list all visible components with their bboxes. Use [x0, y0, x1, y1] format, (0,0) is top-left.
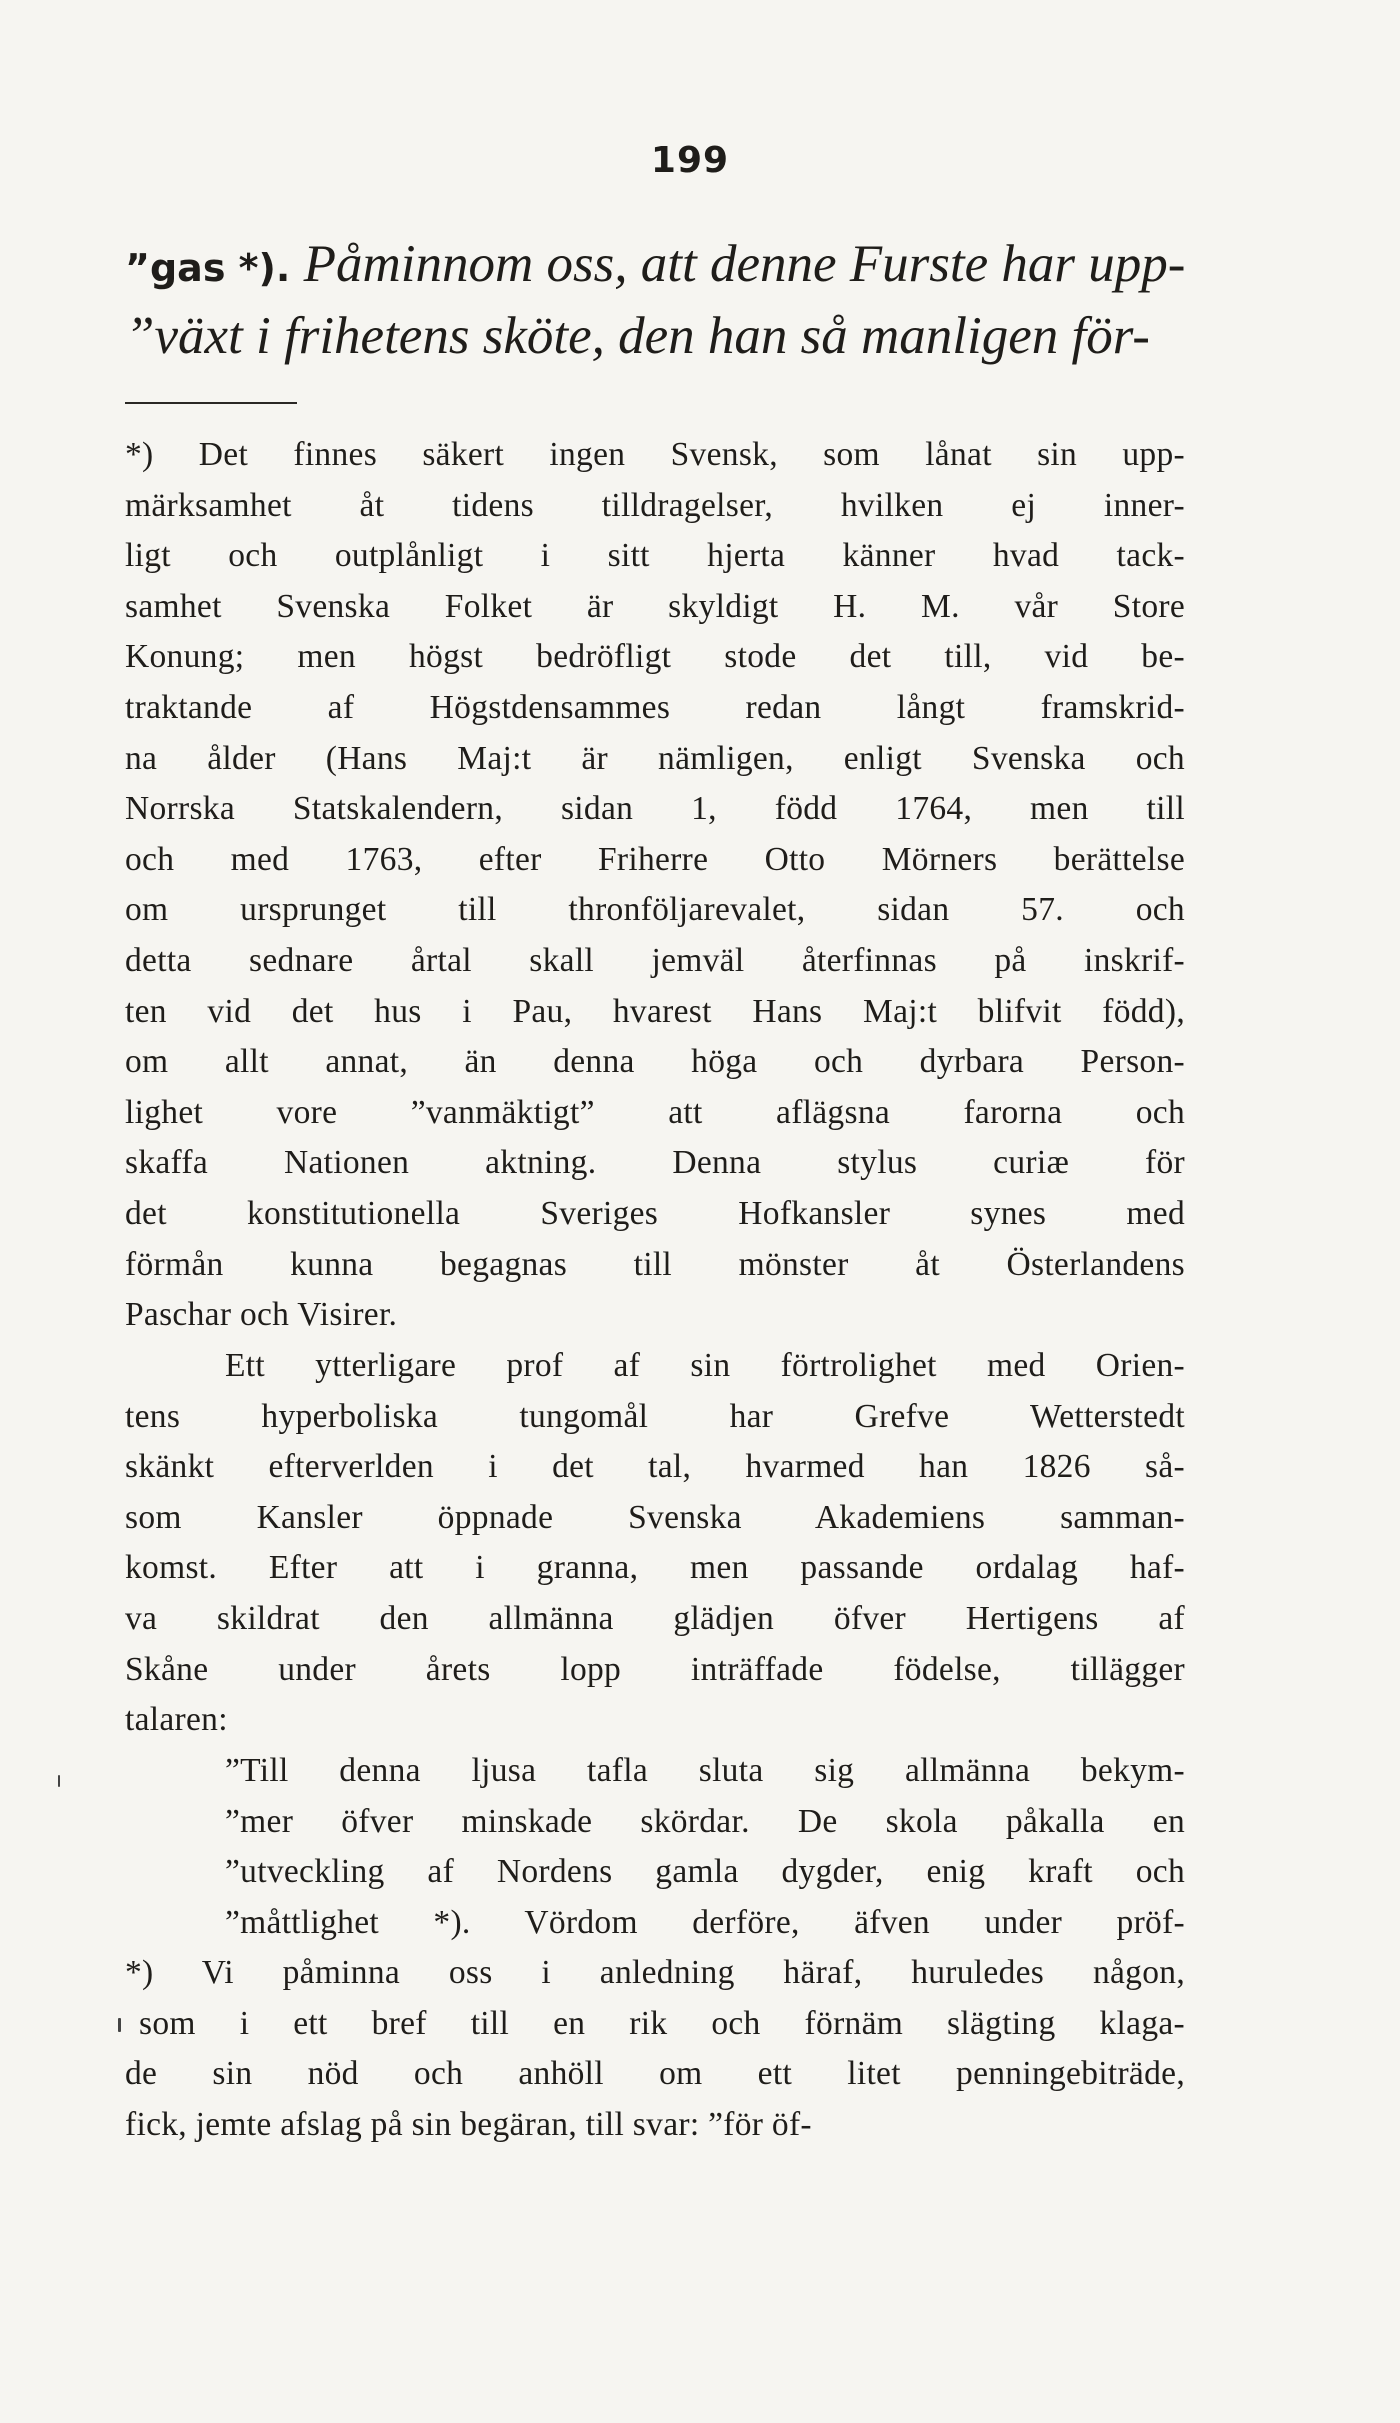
- paragraph-line: skänkt efterverlden i det tal, hvarmed han 1826 så-: [125, 1448, 1185, 1486]
- main-text-body: ”växt i frihetens sköte, den han så manligen för-: [125, 307, 1150, 365]
- quotation: [125, 1746, 1185, 1948]
- paragraph-line: Ett ytterligare prof af sin förtrolighet med Orien-: [225, 1347, 1185, 1384]
- page-number: 199: [650, 140, 730, 181]
- quotation-line: ”utveckling af Nordens gamla dygder, enig kraft och: [225, 1853, 1185, 1891]
- main-text-line: [125, 228, 1185, 300]
- footnote-line: förmån kunna begagnas till mönster åt Österlandens: [125, 1245, 1185, 1283]
- footnote-line: skaffa Nationen aktning. Denna stylus curiæ för: [125, 1144, 1185, 1182]
- footnote-line: de sin nöd och anhöll om ett litet penningebiträde,: [125, 2055, 1185, 2093]
- footnote-line: ten vid det hus i Pau, hvarest Hans Maj:t blifvit född),: [125, 992, 1185, 1030]
- footnote-line: Paschar och Visirer.: [125, 1296, 398, 1334]
- paragraph-line: talaren:: [125, 1701, 228, 1739]
- footnote-line: fick, jemte afslag på sin begäran, till svar: ”för öf-: [125, 2105, 812, 2143]
- ink-speck: [58, 1775, 60, 1787]
- footnote-line: *) Det finnes säkert ingen Svensk, som lånat sin upp-: [125, 436, 1185, 473]
- footnote-line: om allt annat, än denna höga och dyrbara Person-: [125, 1043, 1185, 1081]
- footnote-line: traktande af Högstdensammes redan långt framskrid-: [125, 688, 1185, 726]
- quotation-line: ”mer öfver minskade skördar. De skola påkalla en: [225, 1802, 1185, 1840]
- paragraph-line: va skildrat den allmänna glädjen öfver Hertigens af: [125, 1599, 1185, 1637]
- footnote-line: Norrska Statskalendern, sidan 1, född 1764, men till: [125, 790, 1185, 828]
- paragraph: [125, 1341, 1185, 1746]
- main-text-line: [125, 300, 1185, 372]
- main-text-lead: ”gas *).: [125, 246, 291, 290]
- paragraph-line: komst. Efter att i granna, men passande ordalag haf-: [125, 1549, 1185, 1587]
- main-text-body: Påminnom oss, att denne Furste har upp-: [290, 235, 1186, 293]
- footnote-line: som i ett bref till en rik och förnäm slägting klaga-: [139, 2004, 1185, 2042]
- paragraph-line: tens hyperboliska tungomål har Grefve Wetterstedt: [125, 1397, 1185, 1435]
- footnote: [125, 430, 1185, 1341]
- footnote-line: detta sednare årtal skall jemväl återfinnas på inskrif-: [125, 941, 1185, 979]
- footnote-line: samhet Svenska Folket är skyldigt H. M. vår Store: [125, 587, 1185, 625]
- main-text: [125, 228, 1185, 372]
- paragraph-line: som Kansler öppnade Svenska Akademiens samman-: [125, 1498, 1185, 1536]
- ink-speck: [118, 2018, 121, 2032]
- quotation-line: ”Till denna ljusa tafla sluta sig allmänna bekym-: [225, 1752, 1185, 1789]
- footnote-line: märksamhet åt tidens tilldragelser, hvilken ej inner-: [125, 486, 1185, 524]
- footnote-line: det konstitutionella Sveriges Hofkansler synes med: [125, 1194, 1185, 1232]
- footnote-line: om ursprunget till thronföljarevalet, sidan 57. och: [125, 891, 1185, 929]
- footnote-line: na ålder (Hans Maj:t är nämligen, enligt Svenska och: [125, 739, 1185, 777]
- footnote-line: *) Vi påminna oss i anledning häraf, huruledes någon,: [125, 1954, 1185, 1991]
- footnote-line: ligt och outplånligt i sitt hjerta känner hvad tack-: [125, 537, 1185, 575]
- footnote-line: och med 1763, efter Friherre Otto Mörners berättelse: [125, 840, 1185, 878]
- quotation-line: ”måttlighet *). Vördom derföre, äfven under pröf-: [225, 1903, 1185, 1941]
- footnote-separator-rule: [125, 402, 297, 404]
- paragraph-line: Skåne under årets lopp inträffade födelse, tillägger: [125, 1650, 1185, 1688]
- footnote-2: [125, 1948, 1185, 2150]
- footnote-line: lighet vore ”vanmäktigt” att aflägsna farorna och: [125, 1093, 1185, 1131]
- footnote-line: Konung; men högst bedröfligt stode det till, vid be-: [125, 638, 1185, 676]
